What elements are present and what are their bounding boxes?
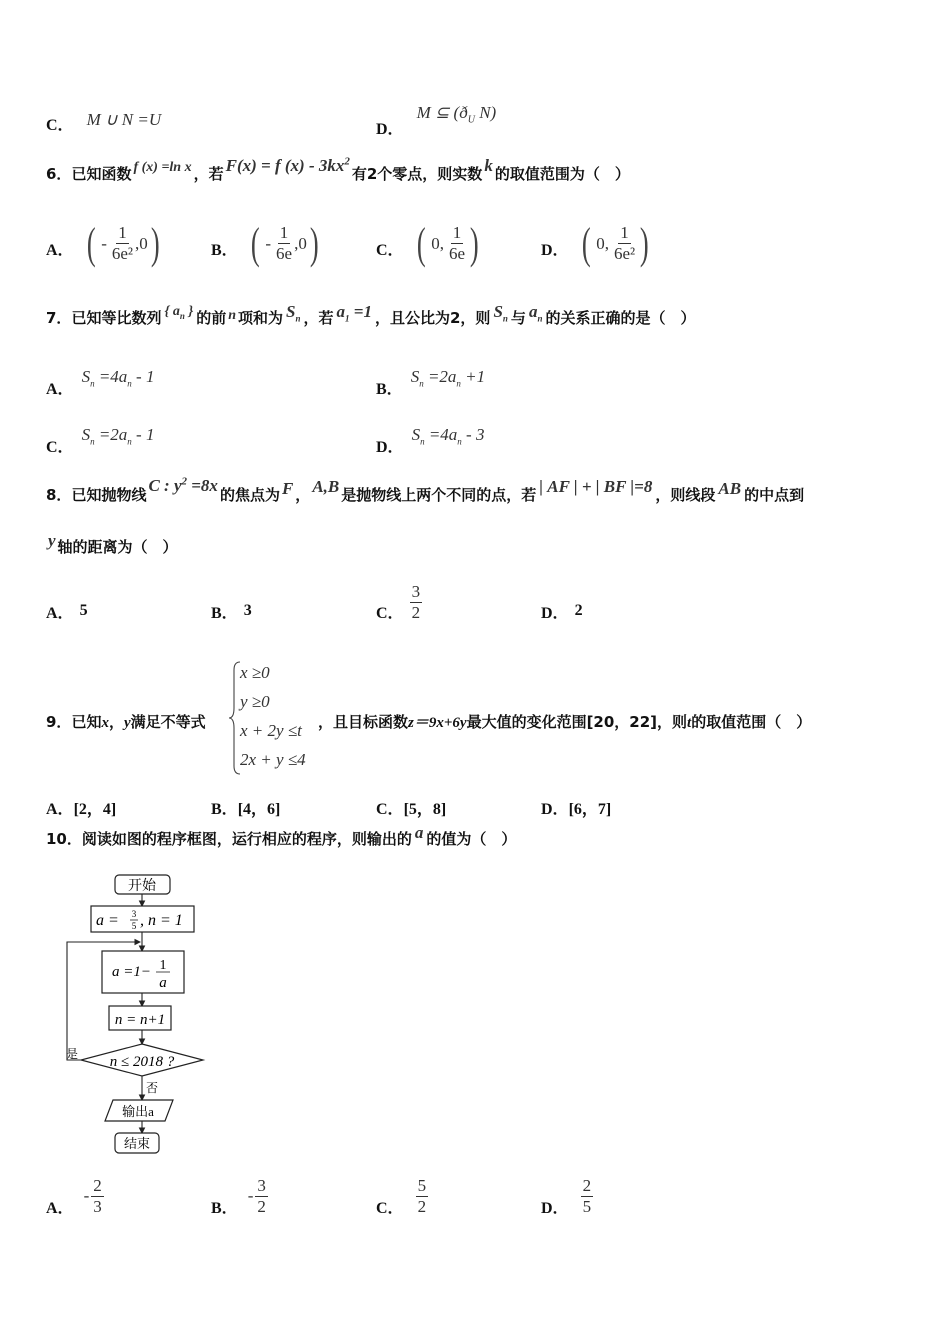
- option-label: C．: [46, 117, 74, 134]
- question-9-stem-tail: ，且目标函数z＝9x+6y最大值的变化范围[20，22]，则t的取值范围（ ）: [318, 713, 812, 731]
- fraction-numerator: 1: [452, 223, 462, 242]
- q8-option-c[interactable]: [376, 576, 422, 628]
- q5-option-c[interactable]: [46, 112, 161, 135]
- option-suffix: ,0: [294, 233, 307, 253]
- q6-option-d[interactable]: [541, 218, 652, 269]
- q6-option-a[interactable]: [46, 218, 162, 269]
- fraction: [274, 224, 294, 263]
- option-value: 5: [79, 602, 88, 619]
- q7-option-b[interactable]: [376, 364, 486, 398]
- flow-init-num: 3: [131, 909, 137, 919]
- option-label: D．: [541, 604, 569, 622]
- fraction-denominator: 2: [411, 602, 421, 622]
- option-label: C．: [376, 604, 404, 622]
- left-paren: (: [416, 219, 426, 268]
- q7-option-a[interactable]: [46, 364, 155, 398]
- flow-start-label: 开始: [128, 879, 156, 894]
- option-sign: -: [247, 1186, 254, 1205]
- flowchart: [60, 866, 220, 1162]
- option-expr: $S_n =4a_n - 3$: [411, 425, 485, 447]
- fraction-denominator: 3: [93, 1196, 102, 1216]
- option-suffix: ,0: [135, 233, 148, 253]
- q8-option-b[interactable]: [211, 576, 252, 628]
- option-label: C．: [376, 1199, 404, 1217]
- fraction-denominator: 6e²: [111, 244, 134, 263]
- fraction: [416, 1177, 429, 1216]
- option-expr: M ⊆ ($ð_U$ N): [416, 103, 497, 126]
- fraction-numerator: 2: [93, 1175, 102, 1195]
- option-label: B．: [211, 1199, 238, 1217]
- option-expr: $S_n =2a_n +1$: [410, 367, 486, 389]
- option-label: B．: [211, 801, 238, 818]
- option-value: [6，7]: [568, 801, 612, 818]
- q7-option-c[interactable]: [46, 422, 155, 456]
- question-6-stem: 6．已知函数 f (x) =ln x ，若 F(x) = f $(x) - 3kx^2$有2个零点，则实数 k 的取值范围为（ ）: [46, 155, 630, 183]
- fraction-numerator: 1: [279, 223, 289, 242]
- fraction-numerator: 1: [118, 223, 127, 242]
- option-label: B．: [211, 242, 238, 259]
- left-paren: (: [581, 219, 591, 268]
- option-label: B．: [211, 604, 238, 622]
- q10-option-b[interactable]: [211, 1172, 268, 1220]
- q9-system: x ≥0 y ≥0 x + 2y ≤t 2x + y ≤4: [240, 663, 306, 769]
- fraction: [110, 224, 135, 263]
- option-expr: $S_n =2a_n - 1$: [81, 425, 155, 447]
- fraction: [410, 583, 423, 622]
- option-label: D．: [376, 439, 404, 456]
- option-label: A．: [46, 242, 74, 259]
- fraction-numerator: 3: [411, 581, 421, 601]
- q8-option-a[interactable]: [46, 576, 88, 628]
- option-label: C．: [376, 242, 404, 259]
- q9-option-b[interactable]: [211, 796, 280, 819]
- q9-option-a[interactable]: [46, 796, 116, 819]
- fraction-numerator: 1: [620, 223, 629, 242]
- left-paren: (: [86, 219, 96, 268]
- flow-decision-label: n ≤ 2018 ?: [109, 1054, 175, 1070]
- fraction-denominator: 6e: [276, 244, 293, 263]
- fraction: [612, 224, 637, 263]
- fraction-denominator: 5: [582, 1196, 592, 1216]
- q5-option-d[interactable]: [376, 100, 497, 138]
- flow-yes-label: 是: [66, 1047, 79, 1061]
- question-9-stem: 9．已知x，y满足不等式: [46, 713, 206, 731]
- option-prefix: 0,: [431, 233, 444, 253]
- left-paren: (: [250, 219, 260, 268]
- q7-option-d[interactable]: [376, 422, 485, 456]
- option-prefix: -: [265, 233, 272, 253]
- q10-option-a[interactable]: [46, 1172, 104, 1220]
- flow-output-label: 输出a: [122, 1104, 154, 1119]
- flow-step1-num: 1: [159, 958, 167, 973]
- option-label: A．: [46, 381, 74, 398]
- option-value: [4，6]: [237, 801, 281, 818]
- option-label: C．: [46, 439, 74, 456]
- fraction-numerator: 3: [257, 1175, 266, 1195]
- option-value: [2，4]: [73, 801, 117, 818]
- fraction-denominator: 2: [257, 1196, 266, 1216]
- q10-option-c[interactable]: [376, 1172, 428, 1220]
- option-label: A．: [46, 604, 74, 622]
- flow-init-a: a =: [96, 912, 119, 929]
- right-paren: ): [150, 219, 160, 268]
- q8-option-d[interactable]: [541, 576, 583, 628]
- option-label: D．: [541, 242, 569, 259]
- question-8-stem: 8．已知抛物线 C : $y^2 =8x$ 的焦点为 F ， A,B 是抛物线上两个不同的点，若 | AF | + | BF |=8 ，则线段 AB 的中点到: [46, 475, 805, 504]
- q9-option-c[interactable]: [376, 796, 446, 819]
- q9-option-d[interactable]: [541, 796, 611, 819]
- fraction-denominator: 6e: [448, 244, 466, 263]
- option-label: D．: [376, 121, 404, 138]
- flow-init-n: , n = 1: [140, 912, 183, 929]
- option-label: A．: [46, 801, 74, 818]
- fraction: [91, 1177, 104, 1216]
- right-paren: ): [640, 219, 649, 268]
- flow-step1-den: a: [159, 975, 167, 991]
- option-label: D．: [541, 801, 569, 818]
- q10-option-d[interactable]: [541, 1172, 593, 1220]
- question-10-stem: 10．阅读如图的程序框图，运行相应的程序，则输出的 a 的值为（ ）: [46, 823, 517, 848]
- option-expr: $S_n =4a_n - 1$: [81, 367, 155, 389]
- question-8-stem-line2: y 轴的距离为（ ）: [48, 531, 178, 556]
- fraction: [447, 224, 467, 263]
- option-value: 2: [574, 602, 583, 619]
- option-label: A．: [46, 1199, 74, 1217]
- option-prefix: 0,: [596, 233, 609, 253]
- right-paren: ): [469, 219, 479, 268]
- fraction: [255, 1177, 268, 1216]
- option-label: C．: [376, 801, 404, 818]
- option-sign: -: [83, 1186, 90, 1205]
- fraction-numerator: 2: [582, 1175, 592, 1195]
- flow-end-label: 结束: [123, 1136, 151, 1151]
- flow-step1-lhs: a =1−: [112, 964, 151, 980]
- fraction-numerator: 5: [417, 1175, 427, 1195]
- fraction-denominator: 2: [417, 1196, 427, 1216]
- fraction: [581, 1177, 594, 1216]
- question-7-stem: 7．已知等比数列 { $a_n$ } 的前 n 项和为 $S_n$ ，若 $a_1 =1$ ，且公比为2，则 $S_n$ 与 $a_n$ 的关系正确的是（ ）: [46, 302, 696, 327]
- flow-init-den: 5: [131, 921, 137, 931]
- option-label: D．: [541, 1199, 569, 1217]
- q6-option-b[interactable]: [211, 218, 321, 269]
- fraction-denominator: 6e²: [613, 244, 636, 263]
- option-label: B．: [376, 381, 403, 398]
- flow-no-label: 否: [146, 1081, 159, 1095]
- right-paren: ): [309, 219, 319, 268]
- option-value: [5，8]: [403, 801, 447, 818]
- flow-step2-label: n = n+1: [114, 1012, 166, 1028]
- q6-option-c[interactable]: [376, 218, 482, 269]
- option-value: 3: [243, 602, 252, 619]
- option-prefix: -: [101, 233, 107, 253]
- option-expr: M ∪ N =U: [86, 110, 162, 129]
